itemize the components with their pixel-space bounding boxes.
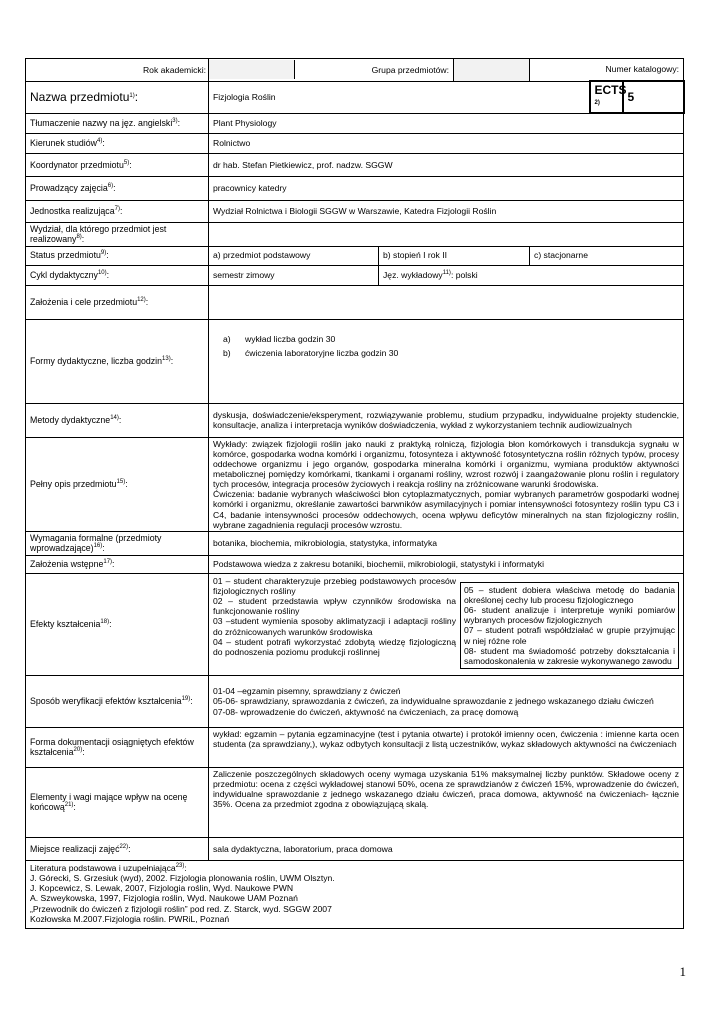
zalozenia-value	[209, 285, 684, 319]
elementy-value: Zaliczenie poszczególnych składowych oceny wymaga uzyskania 51% maksymalnej liczby punktów. Składowe oceny z przedmiotu: ocena z części wykładowej stanowi 50%, ocena ze sprawdzianów z ćwiczeń 15%, wprowadzenie do ćwiczeń, indywidualne sprawozdanie z jednego wskazanego działu ćwiczeń, praca domowa, aktywność na ćwiczeniach- łącznie 35%. Ocena za przedmiot zgodna z obowiązującą skalą.	[209, 767, 684, 837]
miejsce-row	[26, 837, 684, 860]
prowadzacy-row	[26, 176, 684, 200]
literatura-label: Literatura podstawowa i uzupełniająca$^{23)}$:	[30, 862, 187, 873]
weryfikacja-value	[209, 675, 684, 727]
status-label: Status przedmiotu$^{9)}$:	[26, 246, 209, 265]
nazwa-przedmiotu-row	[26, 81, 684, 113]
opis-wyklady: Wykłady: związek fizjologii roślin jako nauki z praktyką rolniczą, fizjologia błon komórkowych i transdukcja sygnału w komórce, gospodarka wodna komórki i organizmu, fotosynteza i aktywność fotosyntetyczna roślin różnych typów, procesy oddechowe organizmu i jego organów, gospodarka mineralna komórki i organizmu, wymiana produktów aktywności metabolicznej pomiędzy komórkami, tkankami i organami rośliny, wzrost rozwój i zaangażowanie plonu roślin i regulatory tych procesów, integracja procesów życiowych i reakcja rośliny na zróżnicowane warunki środowiska.	[213, 438, 680, 490]
grupa-przedmiotow-label: Grupa przedmiotów:	[371, 64, 450, 75]
formy-label: Formy dydaktyczne, liczba godzin$^{13)}$:	[26, 319, 209, 403]
jezyk-wykladowy: Jęz. wykładowy$^{11)}$: polski	[379, 265, 684, 285]
koordynator-value: dr hab. Stefan Pietkiewicz, prof. nadzw. SGGW	[209, 153, 684, 176]
wydzial-row	[26, 222, 684, 246]
dokumentacja-label: Forma dokumentacji osiągniętych efektów kształcenia$^{20)}$:	[26, 727, 209, 767]
ects-value: 5	[623, 81, 684, 113]
jednostka-label: Jednostka realizująca$^{7)}$:	[26, 200, 209, 222]
cykl-row	[26, 265, 684, 285]
elementy-label: Elementy i wagi mające wpływ na ocenę końcową$^{21)}$:	[26, 767, 209, 837]
efekty-row	[26, 573, 684, 675]
jednostka-row	[26, 200, 684, 222]
tlumaczenie-label: Tłumaczenie nazwy na jęz. angielski$^{3)}$:	[26, 113, 209, 133]
efekty-label: Efekty kształcenia$^{18)}$:	[26, 573, 209, 675]
miejsce-label: Miejsce realizacji zajęć$^{22)}$:	[26, 837, 209, 860]
weryfikacja-line: 05-06- sprawdziany, sprawozdania z ćwiczeń, za indywidualne sprawozdanie z jednego wskazanego działu ćwiczeń	[213, 696, 654, 707]
numer-katalogowy-label: Numer katalogowy:	[530, 59, 684, 82]
opis-value	[209, 437, 684, 531]
metody-row	[26, 403, 684, 437]
wymagania-label: Wymagania formalne (przedmioty wprowadzające)$^{16)}$:	[26, 531, 209, 555]
page-number: 1	[679, 964, 686, 979]
status-a: a) przedmiot podstawowy	[209, 246, 379, 265]
formy-value	[209, 319, 684, 403]
literatura-row	[26, 860, 684, 928]
formy-item: a) wykład liczba godzin 30	[223, 333, 336, 344]
miejsce-value: sala dydaktyczna, laboratorium, praca domowa	[209, 837, 684, 860]
metody-label: Metody dydaktyczne$^{14)}$:	[26, 403, 209, 437]
literatura-item: J. Górecki, S. Grzesiuk (wyd), 2002. Fizjologia plonowania roślin, UWM Olsztyn.	[30, 873, 335, 884]
status-b: b) stopień I rok II	[379, 246, 530, 265]
formy-list	[213, 334, 679, 358]
kierunek-row	[26, 133, 684, 153]
opis-label: Pełny opis przedmiotu$^{15)}$:	[26, 437, 209, 531]
nazwa-przedmiotu-value: Fizjologia Roślin	[209, 81, 590, 113]
rok-akademicki-label: Rok akademicki:	[26, 59, 209, 82]
opis-row	[26, 437, 684, 531]
cykl-label: Cykl dydaktyczny$^{10)}$:	[26, 265, 209, 285]
elementy-row	[26, 767, 684, 837]
koordynator-label: Koordynator przedmiotu$^{5)}$:	[26, 153, 209, 176]
tlumaczenie-value: Plant Physiology	[209, 113, 684, 133]
efekty-right: 05 – student dobiera właściwa metodę do badania określonej cechy lub procesu fizjologicznego 06- student analizuje i interpretuje wyniki pomiarów wybranych procesów fizjologicznych 07 – student potrafi współdziałać w grupie przyjmując w niej różne role 08- student ma świadomość potrzeby dokształcania i samodoskonalenia w zakresie wykonywanego zawodu	[460, 582, 679, 669]
efekty-left: 01 – student charakteryzuje przebieg podstawowych procesów fizjologicznych rośliny 02 – student przedstawia wpływ czynników środowiska na funkcjonowanie rośliny 03 –student wymienia sposoby aklimatyzacji i adaptacji rośliny do zróżnicowanych warunków środowiska 04 – student potrafi wykorzystać zdobytą wiedzę fizjologiczną do podnoszenia poziomu produkcji roślinnej	[213, 575, 456, 657]
ects-label: ECTS $^{2)}$	[590, 81, 623, 113]
rok-akademicki-value	[209, 60, 295, 79]
literatura-item: J. Kopcewicz, S. Lewak, 2007, Fizjologia roślin, Wyd. Naukowe PWN	[30, 883, 294, 894]
status-c: c) stacjonarne	[530, 246, 684, 265]
tlumaczenie-row	[26, 113, 684, 133]
zalozenia-row	[26, 285, 684, 319]
koordynator-row	[26, 153, 684, 176]
formy-row	[26, 319, 684, 403]
kierunek-value: Rolnictwo	[209, 133, 684, 153]
literatura-item: Kozłowska M.2007.Fizjologia roślin. PWRiL, Poznań	[30, 913, 230, 924]
weryfikacja-line: 01-04 –egzamin pisemny, sprawdziany z ćwiczeń	[213, 686, 401, 697]
wydzial-value	[209, 222, 684, 246]
literatura-item: „Przewodnik do ćwiczeń z fizjologii roślin” pod red. Z. Starck, wyd. SGGW 2007	[30, 903, 332, 914]
weryfikacja-line: 07-08- wprowadzenie do ćwiczeń, aktywność na ćwiczeniach, za pracę domową	[213, 706, 519, 717]
zalozenia-wstepne-row	[26, 555, 684, 573]
course-syllabus-form	[25, 58, 683, 929]
wydzial-label: Wydział, dla którego przedmiot jest realizowany$^{8)}$:	[26, 222, 209, 246]
prowadzacy-label: Prowadzący zajęcia$^{6)}$:	[26, 176, 209, 200]
dokumentacja-value: wykład: egzamin – pytania egzaminacyjne (test i pytania otwarte) i protokół imienny ocen, ćwiczenia : imienne karta ocen studenta (za sprawdziany,), wykaz odbytych konsultacji z listą uczestników, wykaz składowych aktywności na ćwiczeniach	[209, 727, 684, 767]
kierunek-label: Kierunek studiów$^{4)}$:	[26, 133, 209, 153]
nazwa-przedmiotu-label: Nazwa przedmiotu$^{1)}$:	[26, 81, 209, 113]
prowadzacy-value: pracownicy katedry	[209, 176, 684, 200]
zalozenia-wstepne-value: Podstawowa wiedza z zakresu botaniki, biochemii, mikrobiologii, statystyki i informatyki	[209, 555, 684, 573]
weryfikacja-row	[26, 675, 684, 727]
literatura-cell	[26, 860, 684, 928]
jednostka-value: Wydział Rolnictwa i Biologii SGGW w Warszawie, Katedra Fizjologii Roślin	[209, 200, 684, 222]
dokumentacja-row	[26, 727, 684, 767]
wymagania-row	[26, 531, 684, 555]
cykl-value: semestr zimowy	[209, 265, 379, 285]
opis-cwiczenia: Ćwiczenia: badanie wybranych właściwości błon cytoplazmatycznych, pomiar wybranych parametrów gospodarki wodnej komórki i organizmu, określanie zawartości barwników asymilacyjnych i pomiar intensywności fotosyntezy roślin typu C3 i C4, badanie intensywności procesów oddechowych, ocena wpływu deficytów mineralnych na stan fizjologiczny roślin, wybrane zagadnienia regulacji procesów wzrostu.	[213, 489, 680, 530]
formy-item: b) ćwiczenia laboratoryjne liczba godzin 30	[223, 347, 399, 358]
metody-value: dyskusja, doświadczenie/eksperyment, rozwiązywanie problemu, studium przypadku, indywidualne projekty studenckie, konsultacje, analiza i interpretacja wyników doświadczenia, wykład z wykorzystaniem technik audiowizualnych	[209, 403, 684, 437]
weryfikacja-label: Sposób weryfikacji efektów kształcenia$^{19)}$:	[26, 675, 209, 727]
grupa-przedmiotow-value	[454, 59, 530, 82]
status-row	[26, 246, 684, 265]
literatura-item: A. Szweykowska, 1997, Fizjologia roślin, Wyd. Naukowe UAM Poznań	[30, 893, 298, 904]
wymagania-value: botanika, biochemia, mikrobiologia, statystyka, informatyka	[209, 531, 684, 555]
header-row	[26, 59, 684, 82]
zalozenia-label: Założenia i cele przedmiotu$^{12)}$:	[26, 285, 209, 319]
zalozenia-wstepne-label: Założenia wstępne$^{17)}$:	[26, 555, 209, 573]
